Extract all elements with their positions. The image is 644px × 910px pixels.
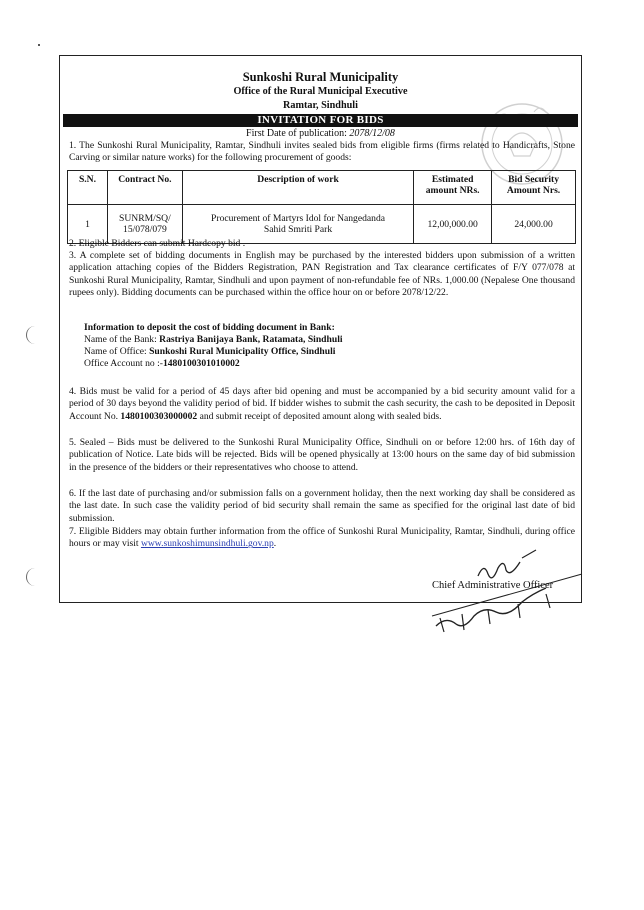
cell-description-line2: Sahid Smriti Park [263,224,333,235]
cell-contract-line1: SUNRM/SQ/ [119,213,171,224]
header-description: Description of work [182,171,413,205]
paragraph-7-end: . [273,538,277,550]
publication-date [60,128,581,139]
publication-label: First Date of publication: [246,128,347,139]
cell-security: 24,000.00 [492,205,576,244]
notice-frame [59,55,582,603]
table-header-row [68,171,576,205]
header-security-line1: Bid Security [508,174,560,185]
cell-estimated: 12,00,000.00 [414,205,492,244]
municipality-name: Sunkoshi Rural Municipality [242,70,399,84]
paragraph-4 [69,386,575,423]
paragraph-2: 2. Eligible Bidders can submit Hardcopy bid . [69,238,246,249]
office-account-line [84,358,564,370]
signature-title: Chief Administrative Officer [432,580,554,591]
header-contract: Contract No. [107,171,182,205]
paragraph-7-text: 7. Eligible Bidders may obtain further information from the office of Sunkoshi Rural Municipality, Ramtar, Sindhuli, during office hours or may visit [69,526,575,550]
invitation-banner: INVITATION FOR BIDS [63,114,578,127]
bank-info-heading: Information to deposit the cost of bidding document in Bank: [84,322,335,333]
bank-name [84,334,564,346]
paragraph-4-end: and submit receipt of deposited amount along with sealed bids. [197,410,442,422]
header-estimated [414,171,492,205]
bank-name-value: Rastriya Banijaya Bank, Ratamata, Sindhuli [159,334,343,345]
office-value: Sunkoshi Rural Municipality Office, Sindhuli [149,346,336,357]
website-link[interactable]: www.sunkoshimunsindhuli.gov.np [140,538,274,550]
header-estimated-line1: Estimated [431,174,474,185]
cell-sn: 1 [68,205,108,244]
punch-hole-mark [26,326,39,344]
header-estimated-line2: amount NRs. [425,185,480,196]
office-name: Office of the Rural Municipal Executive [233,86,408,97]
office-name-line [84,346,564,358]
paragraph-6: 6. If the last date of purchasing and/or submission falls on a government holiday, then the next working day shall be considered as the last date. In such case the validity period of bid security shall remain the same as specified for the original last date of bid submission. [69,488,575,524]
header-sn: S.N. [68,171,108,205]
punch-hole-mark [26,568,39,586]
bank-name-label: Name of the Bank: [84,334,160,345]
header-security [492,171,576,205]
account-value: 1480100301010002 [162,358,240,369]
paragraph-1: 1. The Sunkoshi Rural Municipality, Ramtar, Sindhuli invites sealed bids from eligible firms (firms related to Handicrafts, Stone Carving or similar nature works) for the following procurement of goods: [69,140,575,164]
cell-contract-line2: 15/078/079 [123,224,167,235]
account-label: Office Account no :- [84,358,163,369]
handwritten-signature [418,548,588,648]
header-security-line2: Amount Nrs. [506,185,561,196]
paragraph-5: 5. Sealed – Bids must be delivered to the Sunkoshi Rural Municipality Office, Sindhuli on or before 12:00 hrs. of 16th day of publication of Notice. Late bids will be rejected. Bids will be opened physically at 13:00 hours on the same day of bid submission in the presence of the bidders or their representatives who choose to attend. [69,437,575,473]
deposit-account-number: 1480100303000002 [120,410,198,422]
cell-description-line1: Procurement of Martyrs Idol for Nangedanda [211,213,386,224]
office-label: Name of Office: [84,346,150,357]
scan-speck [38,44,40,46]
office-address: Ramtar, Sindhuli [283,100,358,111]
bids-table [67,170,576,244]
publication-date-value: 2078/12/08 [349,128,395,139]
paragraph-4-text: 4. Bids must be valid for a period of 45 days after bid opening and must be accompanied by a bid security amount valid for a period of 30 days beyond the validity period of bid. If bidder wishes to submit the cash security, the cash to be deposited in Deposit Account No. [69,386,575,422]
paragraph-3: 3. A complete set of bidding documents in English may be purchased by the interested bidders upon submission of a written application attaching copies of the Bidders Registration, PAN Registration and Tax clearance certificates of F/Y 077/078 at Sunkoshi Rural Municipality, Ramtar, Sindhuli and upon payment of non-refundable fee of NRs. 1,000.00 (Nepalese One thousand rupees only). Bidding documents can be purchased within the office hour on or before 2078/12/22. [69,250,575,299]
